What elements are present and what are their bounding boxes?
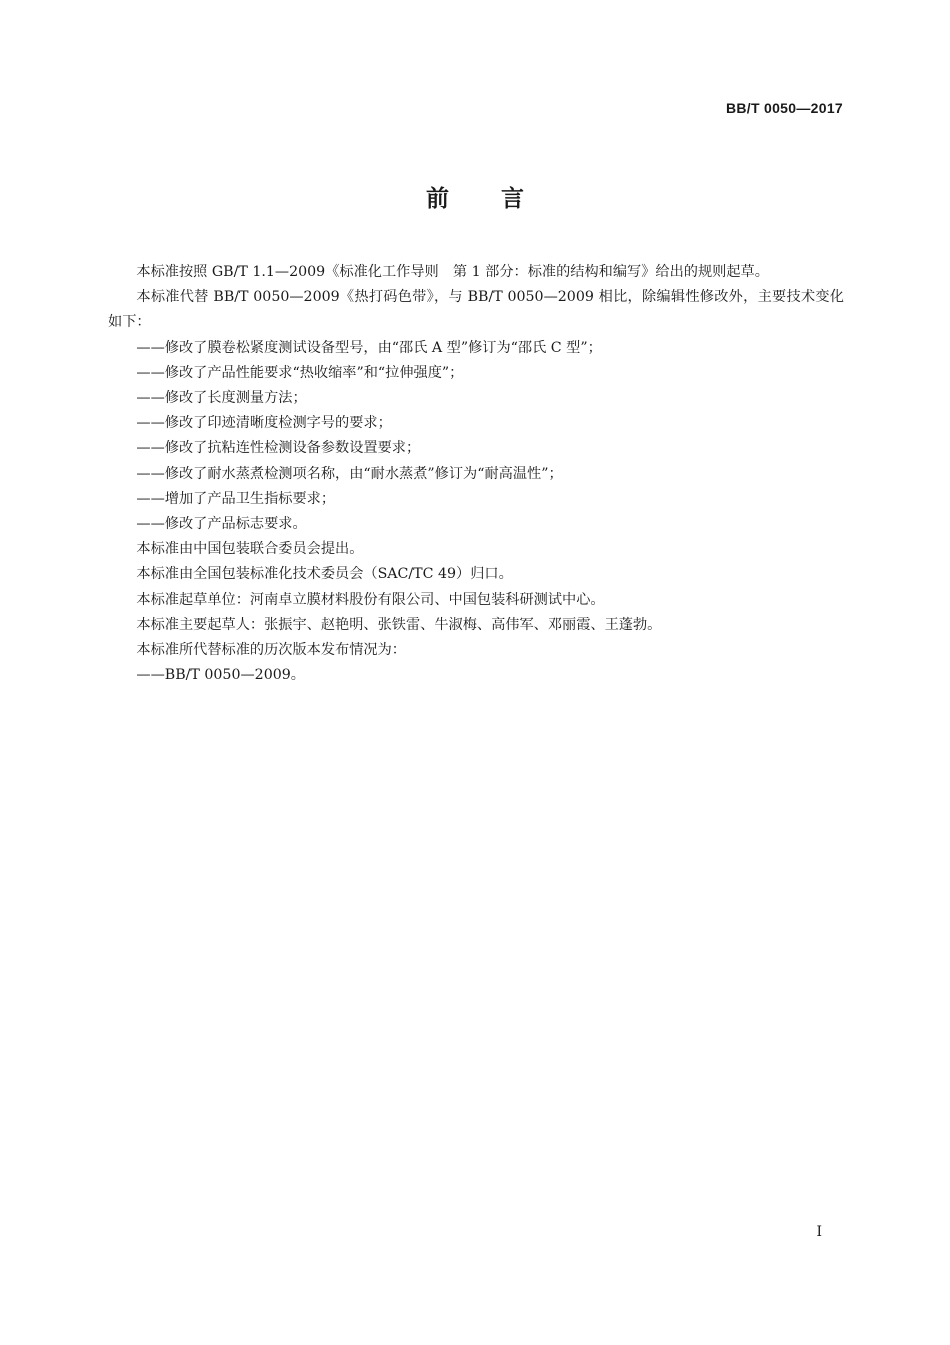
change-item: ——修改了产品标志要求。 <box>136 516 307 533</box>
page-number: I <box>816 1224 822 1240</box>
change-item: ——修改了耐水蒸煮检测项名称，由“耐水蒸煮”修订为“耐高温性”； <box>136 465 563 482</box>
paragraph-centralized: 本标准由全国包装标准化技术委员会（SAC/TC 49）归口。 <box>136 566 513 583</box>
paragraph-replacement: 本标准代替 BB/T 0050—2009《热打码色带》，与 BB/T 0050—2009 相比，除编辑性修改外，主要技术变化如下： <box>108 289 844 331</box>
paragraph-drafting-rules: 本标准按照 GB/T 1.1—2009《标准化工作导则 第 1 部分：标准的结构和编写》给出的规则起草。 <box>136 264 769 280</box>
change-item: ——修改了产品性能要求“热收缩率”和“拉伸强度”； <box>136 364 464 381</box>
change-item: ——增加了产品卫生指标要求； <box>136 490 336 507</box>
change-item: ——修改了膜卷松紧度测试设备型号，由“邵氏 A 型”修订为“邵氏 C 型”； <box>136 339 602 356</box>
page-title: 前言 <box>426 186 576 212</box>
paragraph-drafting-units: 本标准起草单位：河南卓立膜材料股份有限公司、中国包装科研测试中心。 <box>136 591 605 608</box>
change-item: ——修改了抗粘连性检测设备参数设置要求； <box>136 440 421 457</box>
paragraph-drafters: 本标准主要起草人：张振宇、赵艳明、张铁雷、牛淑梅、高伟军、邓丽霞、王蓬勃。 <box>136 616 662 633</box>
change-item: ——修改了长度测量方法； <box>136 390 307 407</box>
foreword-body <box>108 260 844 688</box>
paragraph-proposer: 本标准由中国包装联合委员会提出。 <box>136 541 364 558</box>
paragraph-history-intro: 本标准所代替标准的历次版本发布情况为： <box>136 642 406 659</box>
change-item: ——修改了印迹清晰度检测字号的要求； <box>136 415 392 432</box>
history-item: ——BB/T 0050—2009。 <box>136 667 305 684</box>
standard-code: BB/T 0050—2017 <box>725 100 843 116</box>
